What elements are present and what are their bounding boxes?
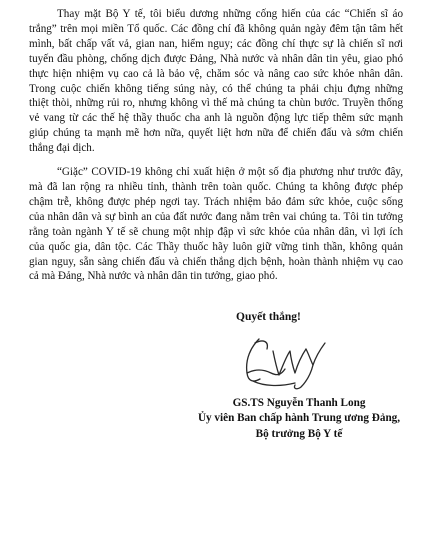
closing-slogan: Quyết thắng! (236, 311, 301, 323)
text-line: thiệt thòi, những rủi ro, nhưng không vì thế mà chúng ta chùn bước. Truyền thống (29, 97, 403, 110)
signer-name: GS.TS Nguyễn Thanh Long (232, 397, 366, 409)
paragraph-2 (29, 165, 403, 284)
text-line: mà đã lan rộng ra nhiều tỉnh, thành trên toàn quốc. Chúng ta không được phép (29, 180, 403, 193)
signer-position: Ủy viên Ban chấp hành Trung ương Đảng, (197, 412, 401, 425)
text-line: rằng toàn ngành Y tế sẽ chung một nhịp đập vì sức khỏe của nhân dân, vì lợi ích (29, 225, 403, 238)
signer-title: Bộ trưởng Bộ Y tế (255, 427, 343, 440)
text-line: giúp chúng ta mạnh mẽ hơn nữa, quyết liệt hơn nữa để chiến đấu và sớm chiến (29, 127, 403, 140)
text-line: của quốc gia, dân tộc. Các Thầy thuốc hãy luôn giữ vững tinh thần, không quản (29, 240, 403, 253)
handwritten-signature (233, 329, 343, 393)
text-line: tuyến đầu phòng, chống dịch được Đảng, Nhà nước và nhân dân tin yêu, giao phó (29, 52, 403, 65)
text-line: gian nguy, sẵn sàng chiến đấu và chiến thắng dịch bệnh, hoàn thành nhiệm vụ cao (29, 255, 403, 268)
text-line: “Giặc” COVID-19 không chỉ xuất hiện ở một số địa phương như trước đây, (57, 166, 403, 179)
letter-body (29, 7, 403, 284)
text-line: mình, bất chấp vất vả, gian nan, hiểm nguy; các đồng chí thực sự là chiến sĩ nơi (29, 37, 403, 50)
text-line: Thay mặt Bộ Y tế, tôi biểu dương những cống hiến của các “Chiến sĩ áo (57, 8, 403, 20)
text-line: thực hiện nhiệm vụ cao cả là bảo vệ, chăm sóc và nâng cao sức khỏe nhân dân. (29, 67, 403, 80)
text-line: vẻ vang từ các thế hệ thầy thuốc cha anh là nguồn động lực tiếp thêm sức mạnh (29, 112, 403, 125)
text-line: cả mà Đảng, Nhà nước và nhân dân tin tưởng, giao phó. (29, 270, 278, 283)
text-line: trắng” trên mọi miền Tổ quốc. Các đồng chí đã không quản ngày đêm tận tâm hết (29, 22, 403, 35)
signer-block (184, 396, 414, 442)
text-line: Trong cuộc chiến không tiếng súng này, có thể chúng ta phải chịu đựng những (29, 82, 403, 95)
text-line: thắng đại dịch. (29, 142, 95, 155)
text-line: chậm trễ, không được phép ngơi tay. Trách nhiệm bảo đảm sức khỏe, cuộc sống (29, 195, 403, 208)
paragraph-1 (29, 7, 403, 156)
text-line: của nhân dân và sự bình an của đất nước đang nằm trên vai chúng ta. Tôi tin tưởng (29, 210, 403, 223)
